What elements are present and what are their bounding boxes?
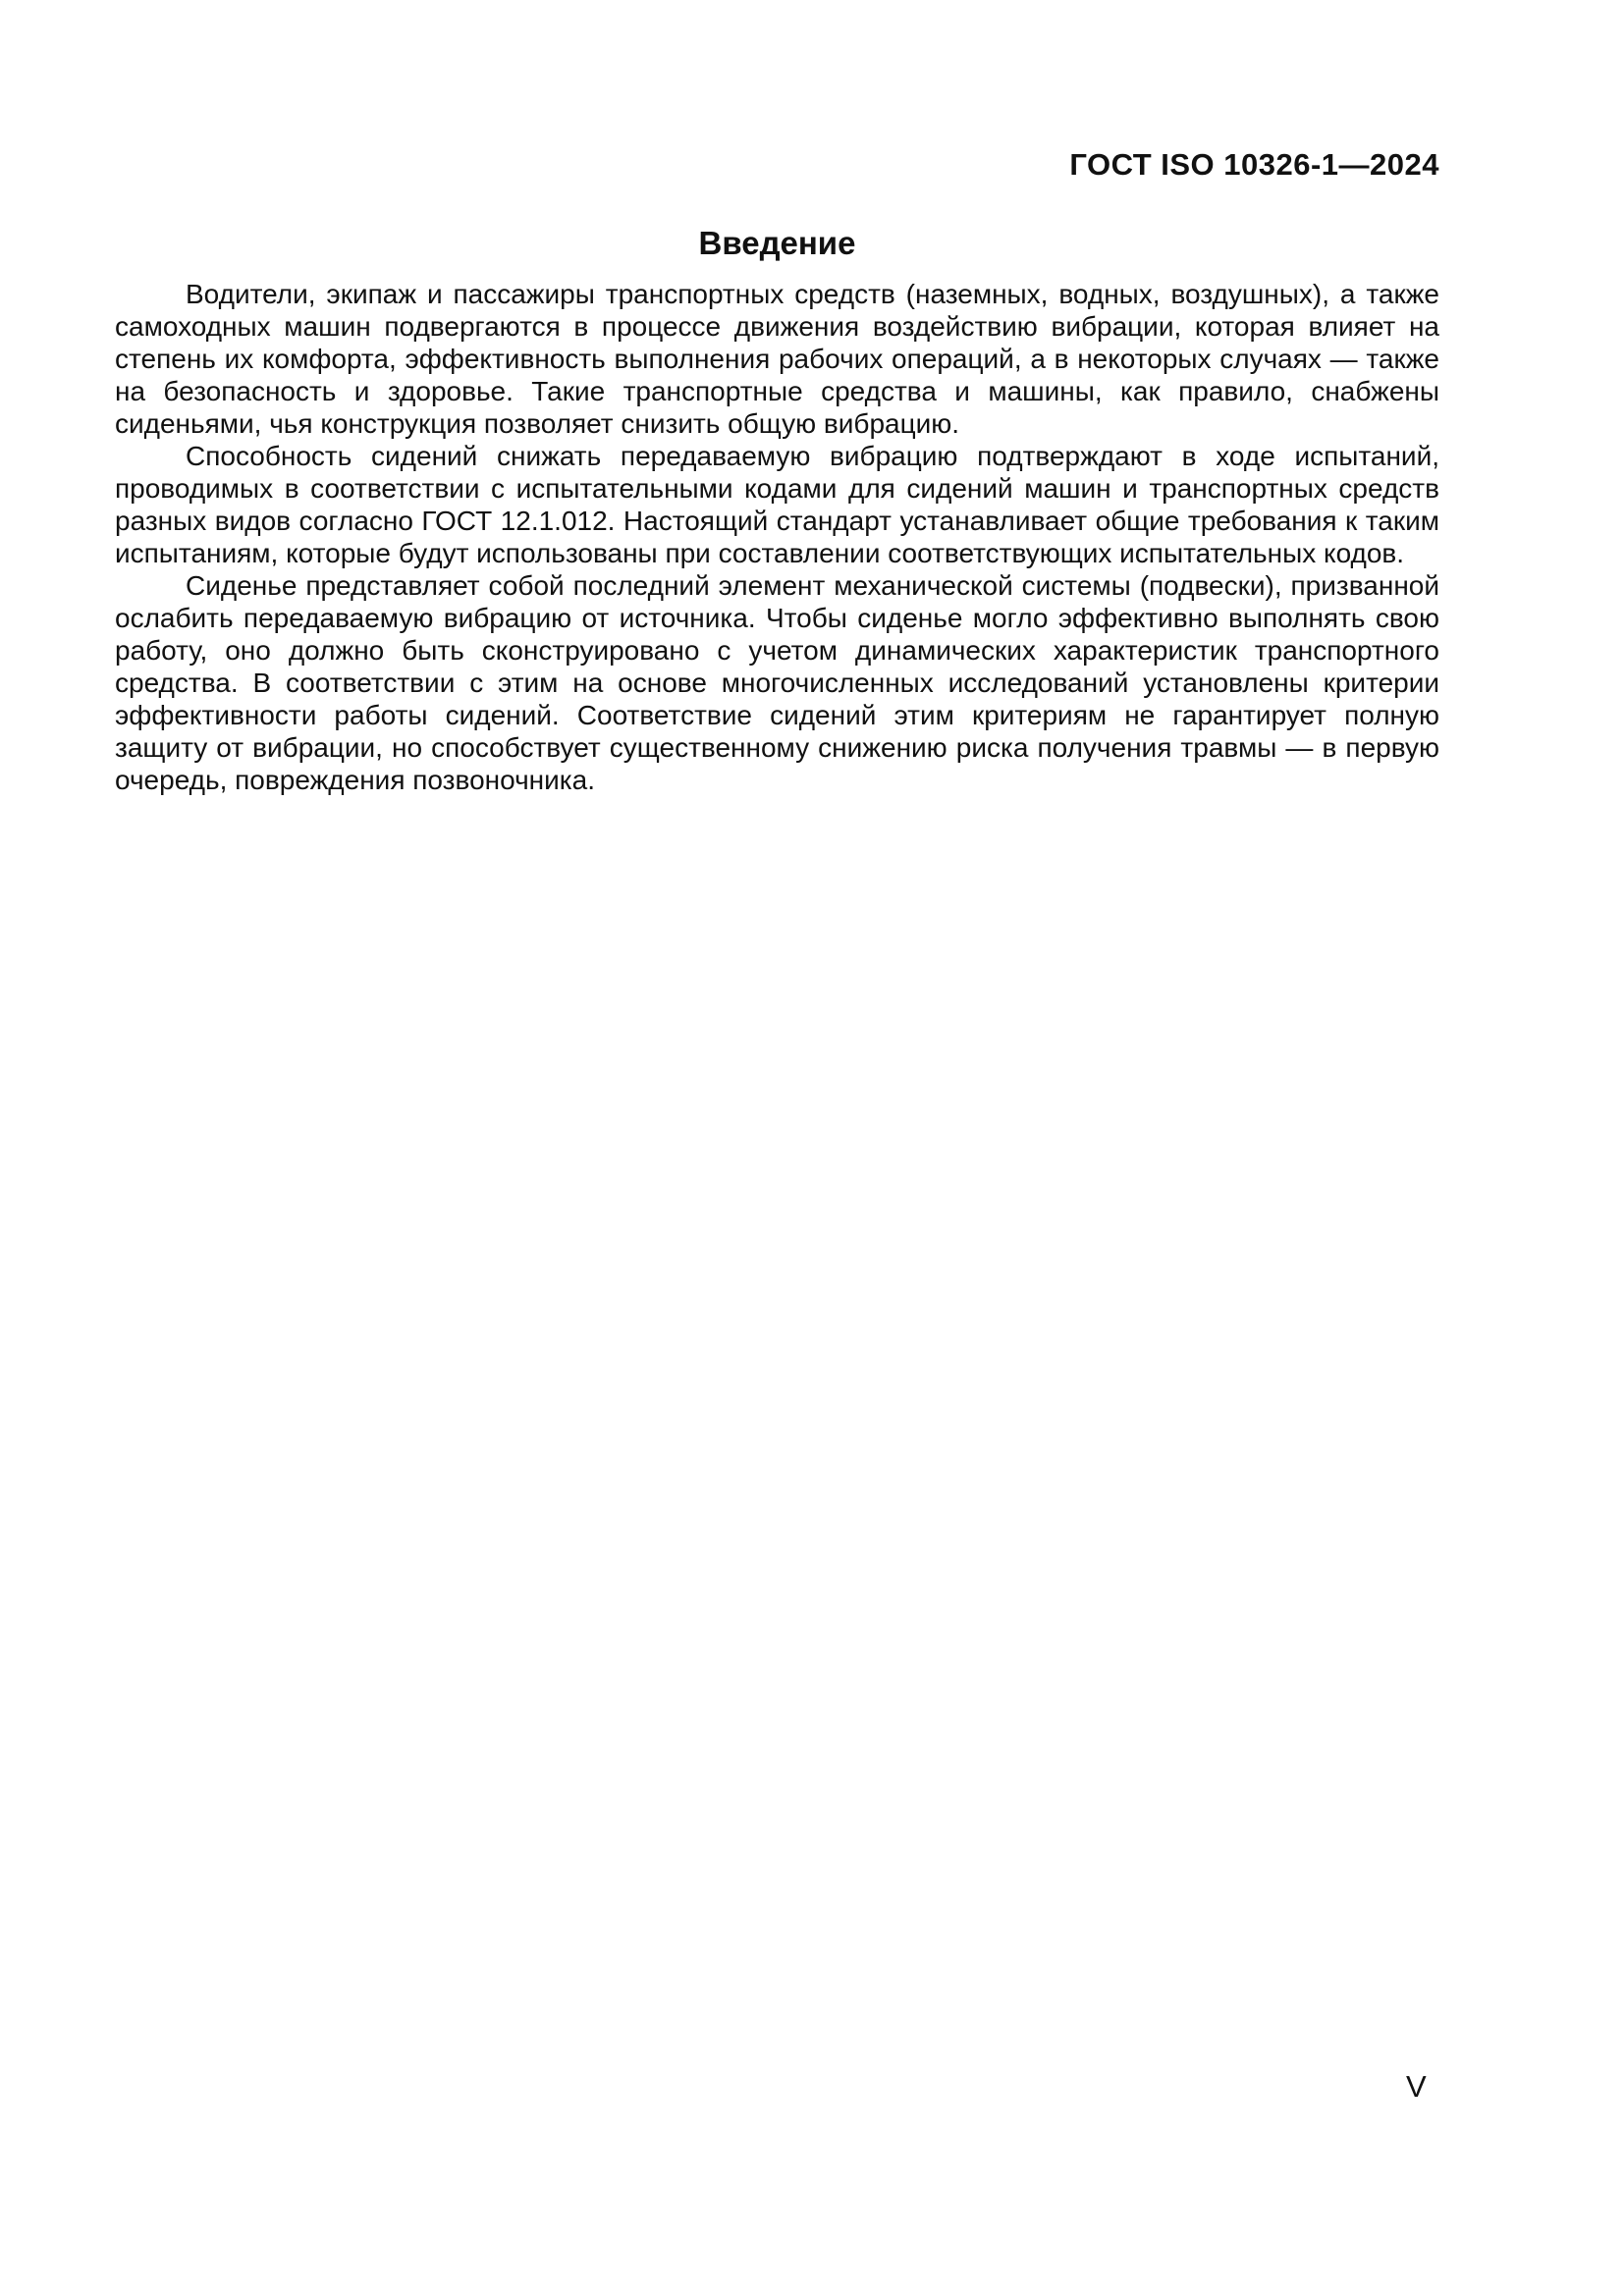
page-number: V (1406, 2069, 1427, 2104)
section-title: Введение (698, 225, 856, 261)
paragraph-2: Способность сидений снижать передаваемую вибрацию подтверждают в ходе испытаний, проводимых в соответствии с испытательными кодами для сидений машин и транспортных средств разных видов согласно ГОСТ 12.1.012. Настоящий стандарт устанавливает общие требования к таким испытаниям, которые будут использованы при составлении соответствующих испытательных кодов. (115, 441, 1439, 568)
paragraph-3: Сиденье представляет собой последний элемент механической системы (подвески), призванной ослабить передаваемую вибрацию от источника. Чтобы сиденье могло эффективно выполнять свою работу, оно должно быть сконструировано с учетом динамических характеристик транспортного средства. В соответствии с этим на основе многочисленных исследований установлены критерии эффективности работы сидений. Соответствие сидений этим критериям не гарантирует полную защиту от вибрации, но способствует существенному снижению риска получения травмы — в первую очередь, повреждения позвоночника. (115, 570, 1439, 795)
paragraph-1: Водители, экипаж и пассажиры транспортных средств (наземных, водных, воздушных), а также самоходных машин подвергаются в процессе движения воздействию вибрации, которая влияет на степень их комфорта, эффективность выполнения рабочих операций, а в некоторых случаях — также на безопасность и здоровье. Такие транспортные средства и машины, как правило, снабжены сиденьями, чья конструкция позволяет снизить общую вибрацию. (115, 279, 1439, 439)
document-code-header: ГОСТ ISO 10326-1—2024 (1069, 147, 1439, 182)
body-text (115, 278, 1439, 796)
